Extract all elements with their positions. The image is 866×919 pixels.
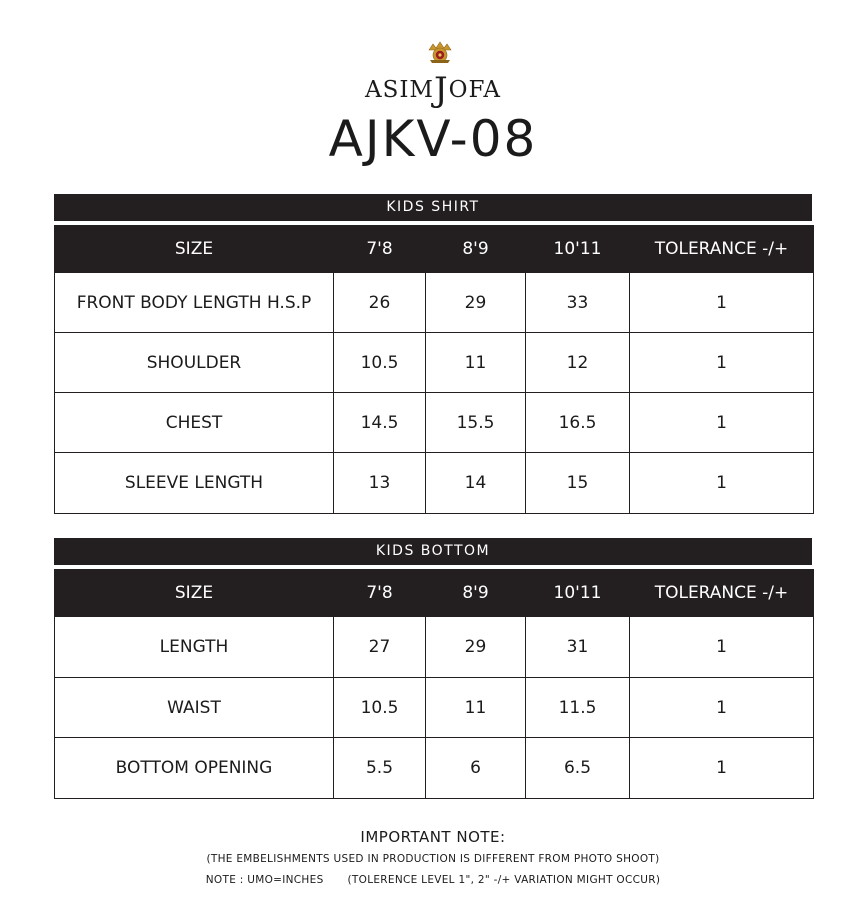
column-header: SIZE: [55, 226, 334, 273]
table-cell: 11: [426, 333, 526, 393]
product-code: AJKV-08: [328, 110, 538, 168]
table-cell: 1: [630, 273, 814, 333]
table-cell: 6.5: [526, 738, 630, 799]
kids-shirt-title: KIDS SHIRT: [54, 194, 812, 221]
table-cell: 1: [630, 678, 814, 738]
table-cell: 26: [334, 273, 426, 333]
table-cell: 1: [630, 333, 814, 393]
column-header: TOLERANCE -/+: [630, 570, 814, 617]
table-cell: 15: [526, 453, 630, 514]
column-header: SIZE: [55, 570, 334, 617]
table-row: [55, 617, 814, 678]
measurement-label: SLEEVE LENGTH: [55, 453, 334, 514]
measurement-label: LENGTH: [55, 617, 334, 678]
crown-crest-icon: [425, 40, 455, 64]
table-header-row: [55, 226, 814, 273]
kids-bottom-title: KIDS BOTTOM: [54, 538, 812, 565]
table-cell: 10.5: [334, 678, 426, 738]
table-row: [55, 393, 814, 453]
table-cell: 12: [526, 333, 630, 393]
table-cell: 5.5: [334, 738, 426, 799]
column-header: 7'8: [334, 570, 426, 617]
table-cell: 29: [426, 617, 526, 678]
column-header: 8'9: [426, 570, 526, 617]
table-cell: 13: [334, 453, 426, 514]
measurement-label: FRONT BODY LENGTH H.S.P: [55, 273, 334, 333]
kids-shirt-table: [54, 225, 814, 514]
table-cell: 1: [630, 617, 814, 678]
table-row: [55, 333, 814, 393]
table-cell: 29: [426, 273, 526, 333]
measurement-label: WAIST: [55, 678, 334, 738]
table-header-row: [55, 570, 814, 617]
column-header: 10'11: [526, 570, 630, 617]
table-cell: 33: [526, 273, 630, 333]
table-row: [55, 678, 814, 738]
brand-text-j: J: [433, 70, 449, 110]
units-note-line: [0, 874, 866, 886]
table-cell: 1: [630, 393, 814, 453]
table-cell: 27: [334, 617, 426, 678]
embellishment-note: (THE EMBELISHMENTS USED IN PRODUCTION IS DIFFERENT FROM PHOTO SHOOT): [206, 853, 660, 865]
table-cell: 1: [630, 453, 814, 514]
table-cell: 31: [526, 617, 630, 678]
measurement-label: BOTTOM OPENING: [55, 738, 334, 799]
table-cell: 1: [630, 738, 814, 799]
column-header: 8'9: [426, 226, 526, 273]
measurement-label: SHOULDER: [55, 333, 334, 393]
tolerance-note: (TOLERENCE LEVEL 1", 2" -/+ VARIATION MIGHT OCCUR): [347, 874, 661, 886]
brand-text-right: OFA: [448, 77, 502, 103]
table-cell: 14.5: [334, 393, 426, 453]
table-cell: 16.5: [526, 393, 630, 453]
brand-text-left: ASIM: [364, 77, 434, 103]
table-cell: 6: [426, 738, 526, 799]
kids-bottom-table: [54, 569, 814, 799]
table-row: [55, 273, 814, 333]
column-header: TOLERANCE -/+: [630, 226, 814, 273]
important-note-title: IMPORTANT NOTE:: [360, 828, 506, 846]
table-cell: 11: [426, 678, 526, 738]
units-note: NOTE : UMO=INCHES: [205, 874, 324, 886]
table-row: [55, 738, 814, 799]
table-cell: 14: [426, 453, 526, 514]
brand-logo: [0, 66, 866, 110]
table-row: [55, 453, 814, 514]
measurement-label: CHEST: [55, 393, 334, 453]
column-header: 7'8: [334, 226, 426, 273]
column-header: 10'11: [526, 226, 630, 273]
table-cell: 11.5: [526, 678, 630, 738]
table-cell: 15.5: [426, 393, 526, 453]
table-cell: 10.5: [334, 333, 426, 393]
